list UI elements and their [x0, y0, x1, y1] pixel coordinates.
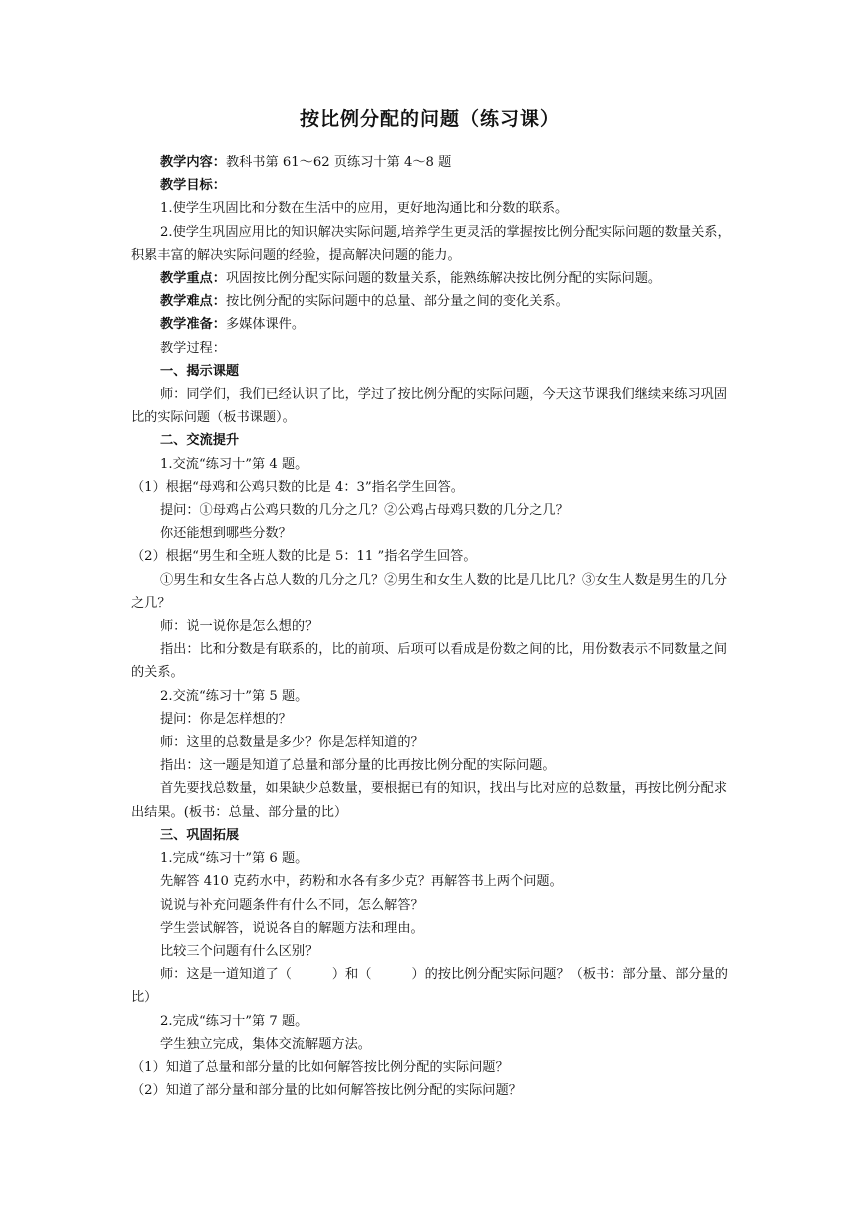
paragraph: 先解答 410 克药水中，药粉和水各有多少克？再解答书上两个问题。 — [160, 874, 563, 890]
paragraph: 你还能想到哪些分数？ — [160, 526, 292, 542]
key-point-label: 教学重点： — [160, 271, 226, 287]
process-label: 教学过程： — [160, 340, 226, 356]
paragraph: 学生尝试解答，说说各自的解题方法和理由。 — [160, 920, 424, 936]
paragraph: （1）知道了总量和部分量的比如何解答按比例分配的实际问题？ — [131, 1059, 509, 1075]
section-heading: 二、交流提升 — [160, 433, 240, 449]
objective-item: 1.使学生巩固比和分数在生活中的应用，更好地沟通比和分数的联系。 — [160, 201, 569, 217]
text-segment: 师：这是一道知道了（ — [160, 967, 292, 983]
preparation-label: 教学准备： — [160, 317, 226, 333]
preparation-text: 多媒体课件。 — [225, 317, 306, 333]
paragraph: 说说与补充问题条件有什么不同，怎么解答？ — [160, 897, 424, 913]
objectives-label: 教学目标： — [160, 178, 226, 194]
paragraph: 指出：这一题是知道了总量和部分量的比再按比例分配的实际问题。 — [160, 758, 556, 774]
section-heading: 三、巩固拓展 — [160, 827, 240, 843]
paragraph: 1.完成“练习十”第 6 题。 — [160, 851, 309, 867]
paragraph: 2.完成“练习十”第 7 题。 — [160, 1013, 309, 1029]
paragraph: （1）根据“母鸡和公鸡只数的比是 4：3”指名学生回答。 — [131, 479, 464, 495]
paragraph: 指出：比和分数是有联系的，比的前项、后项可以看成是份数之间的比，用份数表示不同数量之间的关系。 — [131, 642, 728, 681]
objective-item: 2.使学生巩固应用比的知识解决实际问题,培养学生更灵活的掌握按比例分配实际问题的数量关系，积累丰富的解决实际问题的经验，提高解决问题的能力。 — [131, 224, 731, 263]
text-segment: ）和（ — [331, 967, 372, 983]
paragraph: 师：说一说你是怎么想的？ — [160, 619, 319, 635]
paragraph: 提问：①母鸡占公鸡只数的几分之几？②公鸡占母鸡只数的几分之几？ — [160, 503, 569, 519]
preparation — [131, 313, 732, 336]
difficulty — [131, 290, 732, 313]
page-title: 按比例分配的问题（练习课） — [299, 108, 560, 130]
key-point-text: 巩固按比例分配实际问题的数量关系，能熟练解决按比例分配的实际问题。 — [225, 271, 662, 287]
section-heading: 一、揭示课题 — [160, 363, 240, 379]
paragraph: （2）根据“男生和全班人数的比是 5：11 ”指名学生回答。 — [131, 549, 477, 565]
paragraph: 1.交流“练习十”第 4 题。 — [160, 456, 309, 472]
paragraph: 提问：你是怎样想的？ — [160, 711, 292, 727]
paragraph: 师：这里的总数量是多少？你是怎样知道的？ — [160, 735, 424, 751]
paragraph: 首先要找总数量，如果缺少总数量，要根据已有的知识，找出与比对应的总数量，再按比例分配求出结果。(板书：总量、部分量的比） — [131, 781, 728, 820]
paragraph: 比较三个问题有什么区别？ — [160, 943, 319, 959]
teaching-content-text: 教科书第 61～62 页练习十第 4～8 题 — [225, 155, 452, 170]
paragraph: 学生独立完成，集体交流解题方法。 — [160, 1036, 371, 1052]
document-body — [131, 151, 732, 1102]
difficulty-text: 按比例分配的实际问题中的总量、部分量之间的变化关系。 — [225, 294, 569, 310]
paragraph: （2）知道了部分量和部分量的比如何解答按比例分配的实际问题？ — [131, 1083, 522, 1099]
paragraph: 师：同学们，我们已经认识了比，学过了按比例分配的实际问题，今天这节课我们继续来练习巩固比的实际问题（板书课题）。 — [131, 387, 728, 426]
text-segment: ）的按比例分配实际问题？（板书：部分量、部分量的比） — [131, 967, 728, 1006]
difficulty-label: 教学难点： — [160, 294, 226, 310]
paragraph-with-blanks — [131, 963, 732, 1009]
teaching-content-label: 教学内容： — [160, 155, 226, 170]
paragraph: ①男生和女生各占总人数的几分之几？②男生和女生人数的比是几比几？③女生人数是男生的几分之几？ — [131, 572, 728, 611]
paragraph: 2.交流“练习十”第 5 题。 — [160, 688, 309, 704]
teaching-content — [131, 151, 732, 174]
key-point — [131, 267, 732, 290]
